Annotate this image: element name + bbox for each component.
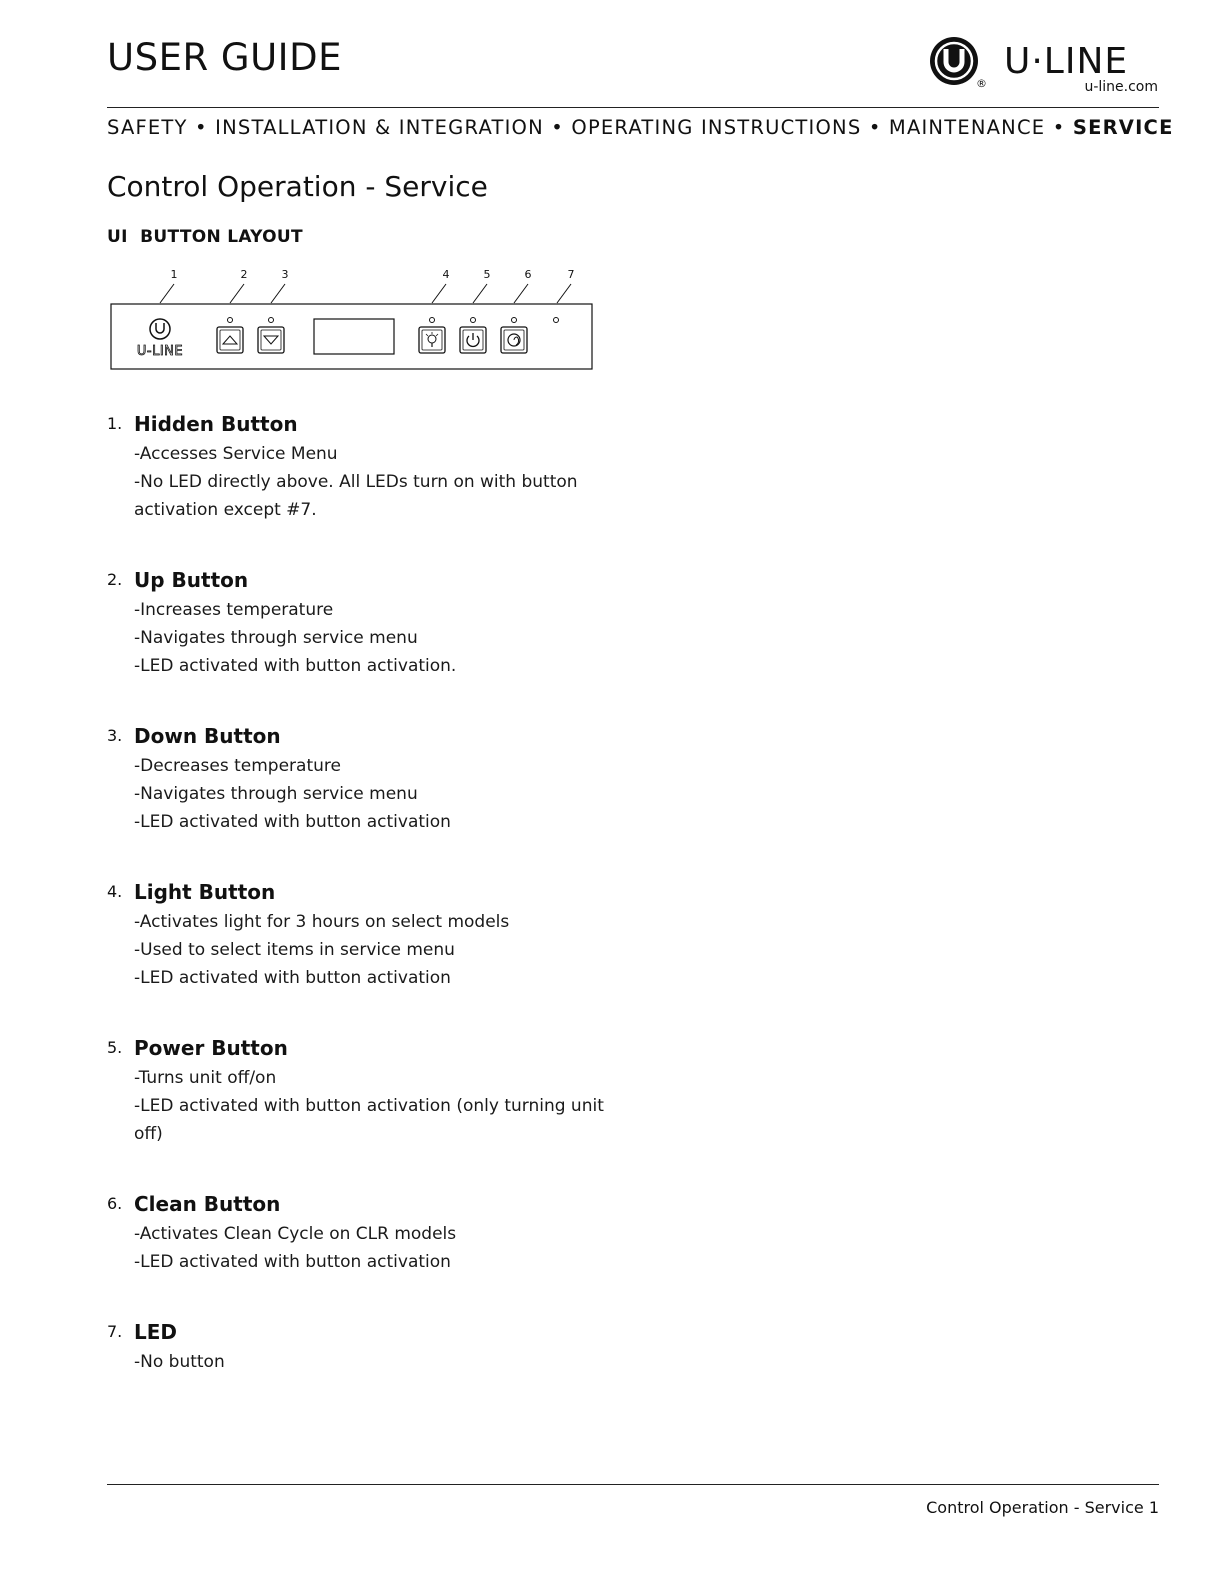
item-line: -Used to select items in service menu — [134, 940, 455, 960]
item-title: Power Button — [134, 1036, 288, 1060]
up-button-icon — [217, 327, 243, 353]
callout-leader-lines — [160, 284, 571, 303]
callout-6: 6 — [524, 268, 532, 281]
list-item — [107, 408, 627, 524]
item-number: 2. — [107, 570, 123, 589]
list-item — [107, 1316, 627, 1376]
section-nav — [107, 116, 1174, 139]
header-divider — [107, 107, 1159, 108]
item-number: 4. — [107, 882, 123, 901]
item-line: -Increases temperature — [134, 600, 334, 620]
nav-installation[interactable]: INSTALLATION & INTEGRATION — [215, 116, 544, 139]
item-line: -LED activated with button activation. — [134, 656, 457, 676]
item-line: -Navigates through service menu — [134, 628, 418, 648]
item-line: -LED activated with button activation — [134, 968, 451, 988]
list-item — [107, 720, 627, 836]
item-title: Down Button — [134, 724, 281, 748]
callout-4: 4 — [442, 268, 450, 281]
nav-separator: • — [1052, 116, 1066, 139]
nav-service[interactable]: SERVICE — [1072, 116, 1174, 139]
nav-safety[interactable]: SAFETY — [107, 116, 188, 139]
item-line: -Navigates through service menu — [134, 784, 418, 804]
item-line: -Activates light for 3 hours on select models — [134, 912, 510, 932]
light-button-icon — [419, 327, 445, 353]
page-footer: Control Operation - Service 1 — [926, 1498, 1159, 1517]
callout-5: 5 — [483, 268, 491, 281]
item-line: -No LED directly above. All LEDs turn on with button — [134, 472, 578, 492]
item-line: -LED activated with button activation — [134, 812, 451, 832]
footer-divider — [107, 1484, 1159, 1485]
button-layout-diagram — [104, 262, 600, 376]
document-title: USER GUIDE — [107, 36, 342, 79]
brand-wordmark: U·LINE — [1004, 41, 1129, 82]
down-button-icon — [258, 327, 284, 353]
item-title: Up Button — [134, 568, 249, 592]
item-title: LED — [134, 1320, 178, 1344]
nav-separator: • — [868, 116, 882, 139]
callout-1: 1 — [170, 268, 178, 281]
nav-maintenance[interactable]: MAINTENANCE — [888, 116, 1046, 139]
item-title: Light Button — [134, 880, 276, 904]
subhead-button-layout: UI BUTTON LAYOUT — [107, 227, 303, 247]
item-line: -LED activated with button activation (only turning unit — [134, 1096, 604, 1116]
svg-text:U-LINE: U-LINE — [136, 344, 184, 359]
list-item — [107, 1032, 627, 1148]
item-number: 6. — [107, 1194, 123, 1213]
list-item — [107, 876, 627, 992]
temperature-display — [314, 319, 394, 354]
callout-7: 7 — [567, 268, 575, 281]
brand-url[interactable]: u-line.com — [1084, 79, 1158, 95]
nav-separator: • — [551, 116, 564, 139]
item-line: -Activates Clean Cycle on CLR models — [134, 1224, 457, 1244]
item-line: -Accesses Service Menu — [134, 444, 338, 464]
item-number: 5. — [107, 1038, 123, 1057]
list-item — [107, 564, 627, 680]
item-line: -Turns unit off/on — [134, 1068, 277, 1088]
item-number: 7. — [107, 1322, 123, 1341]
callout-2: 2 — [240, 268, 248, 281]
section-title: Control Operation - Service — [107, 170, 488, 203]
power-button-icon — [460, 327, 486, 353]
list-item — [107, 1188, 627, 1276]
registered-mark: ® — [976, 77, 987, 90]
callout-3: 3 — [281, 268, 289, 281]
item-line: -No button — [134, 1352, 225, 1372]
item-line: off) — [134, 1124, 163, 1144]
item-line: -LED activated with button activation — [134, 1252, 451, 1272]
item-number: 3. — [107, 726, 123, 745]
clean-button-icon — [501, 327, 527, 353]
nav-separator: • — [195, 116, 208, 139]
item-line: -Decreases temperature — [134, 756, 341, 776]
nav-operating[interactable]: OPERATING INSTRUCTIONS — [571, 116, 862, 139]
item-line: activation except #7. — [134, 500, 317, 520]
item-title: Hidden Button — [134, 412, 298, 436]
item-title: Clean Button — [134, 1192, 281, 1216]
button-description-list — [107, 408, 627, 1376]
item-number: 1. — [107, 414, 123, 433]
